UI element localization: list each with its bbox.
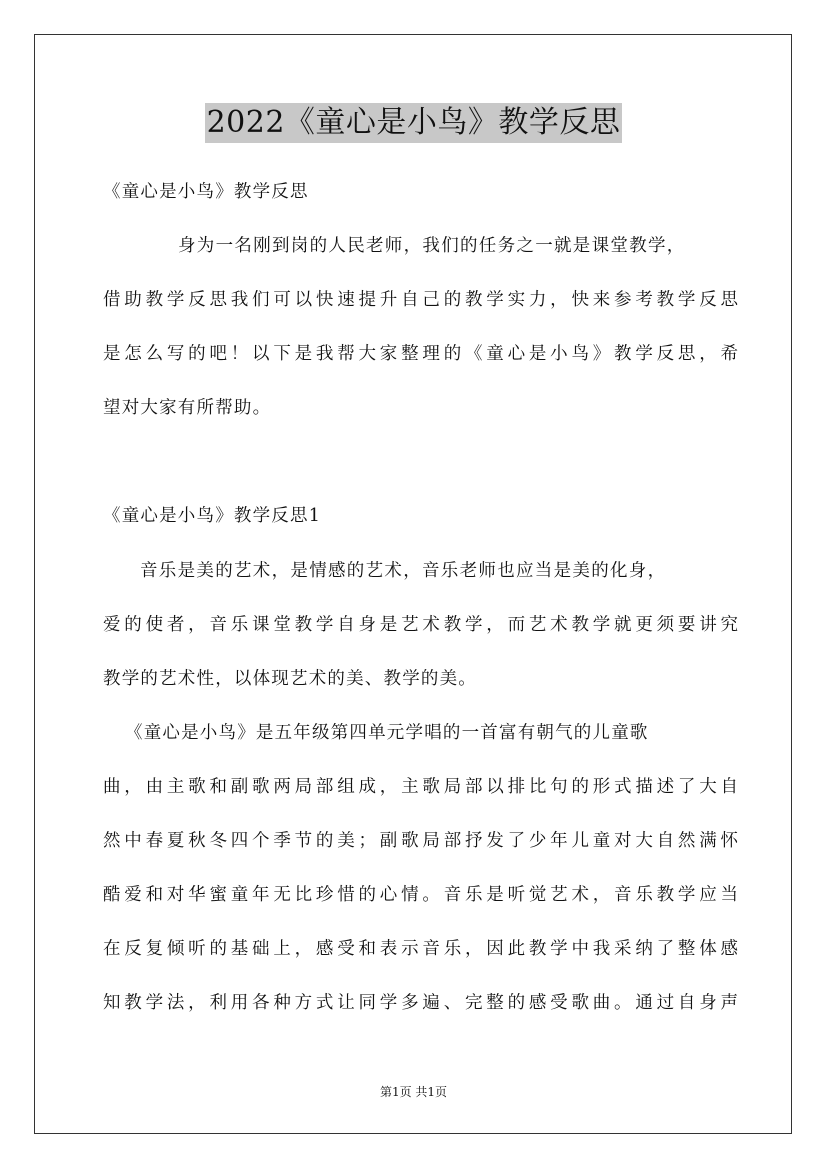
paragraph-line: 爱的使者，音乐课堂教学自身是艺术教学，而艺术教学就更须要讲究 xyxy=(103,615,738,635)
paragraph-line: 曲，由主歌和副歌两局部组成，主歌局部以排比句的形式描述了大自 xyxy=(103,777,738,797)
section-heading-1: 《童心是小鸟》教学反思1 xyxy=(103,506,322,526)
paragraph-line: 在反复倾听的基础上，感受和表示音乐，因此教学中我采纳了整体感 xyxy=(103,939,738,959)
paragraph-line: 教学的艺术性，以体现艺术的美、教学的美。 xyxy=(103,669,477,689)
paragraph-line: 望对大家有所帮助。 xyxy=(103,398,272,418)
paragraph-line: 酷爱和对华蜜童年无比珍惜的心情。音乐是听觉艺术，音乐教学应当 xyxy=(103,885,738,905)
document-title: 2022《童心是小鸟》教学反思 xyxy=(205,103,623,143)
paragraph-line: 然中春夏秋冬四个季节的美；副歌局部抒发了少年儿童对大自然满怀 xyxy=(103,831,738,851)
paragraph-line: 音乐是美的艺术，是情感的艺术，音乐老师也应当是美的化身， xyxy=(140,561,667,581)
paragraph-line: 知教学法，利用各种方式让同学多遍、完整的感受歌曲。通过自身声 xyxy=(103,993,738,1013)
page-number: 第1页 共1页 xyxy=(379,1085,448,1099)
section-heading-intro: 《童心是小鸟》教学反思 xyxy=(103,182,309,202)
title-container xyxy=(0,103,827,143)
paragraph-line: 是怎么写的吧！以下是我帮大家整理的《童心是小鸟》教学反思，希 xyxy=(103,344,738,364)
paragraph-line: 身为一名刚到岗的人民老师，我们的任务之一就是课堂教学， xyxy=(178,236,686,256)
paragraph-line: 《童心是小鸟》是五年级第四单元学唱的一首富有朝气的儿童歌 xyxy=(125,723,649,743)
paragraph-line: 借助教学反思我们可以快速提升自己的教学实力，快来参考教学反思 xyxy=(103,290,738,310)
